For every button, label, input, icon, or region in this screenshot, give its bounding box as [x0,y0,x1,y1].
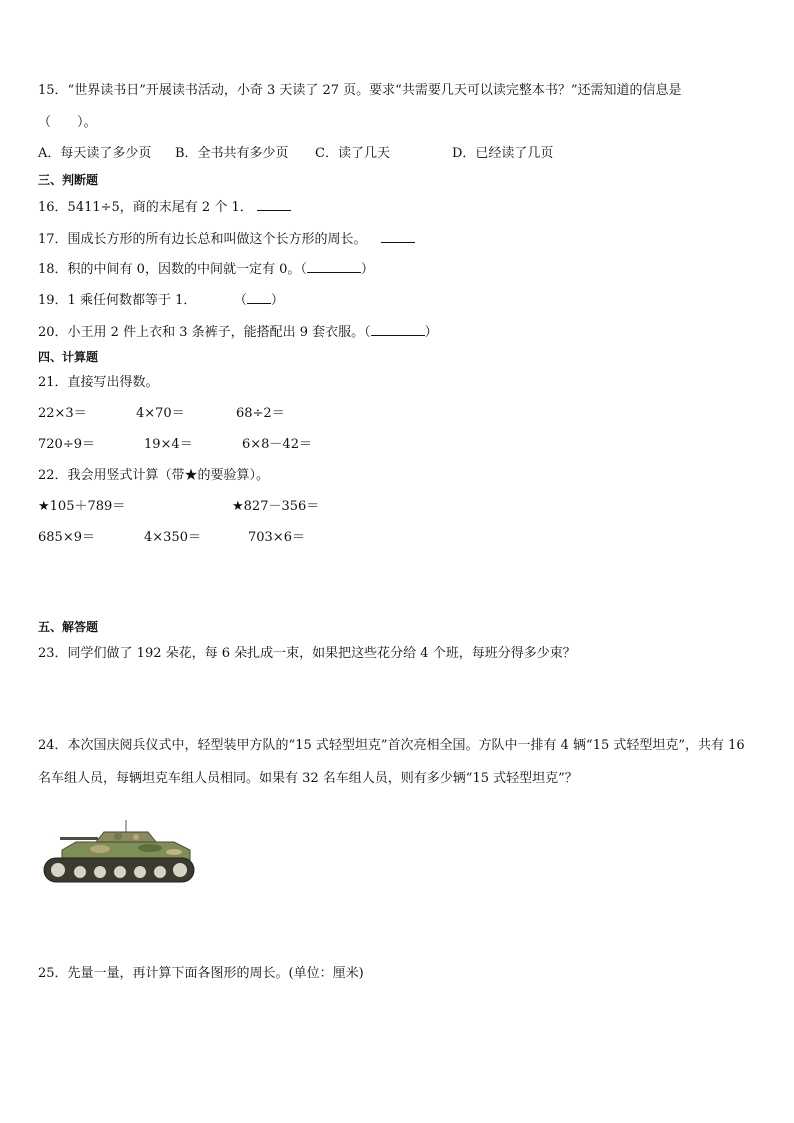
q15-option-b: B．全书共有多少页 [175,146,289,161]
q16-text: 16．5411÷5，商的末尾有 2 个 1． [38,200,253,215]
q18-close-paren: ） [360,262,374,277]
q20-close-paren: ） [424,325,438,340]
q19-close-paren: ） [270,293,284,308]
q24-line1: 24．本次国庆阅兵仪式中，轻型装甲方队的“15 式轻型坦克”首次亮相全国。方队中一排有 4 辆“15 式轻型坦克”，共有 16 [38,738,745,753]
q22-calc-3: 685×9＝ [38,530,95,545]
q19-answer-blank[interactable] [247,290,271,304]
q21-calc-5: 19×4＝ [144,437,193,452]
q18-answer-blank[interactable] [307,259,361,273]
q17-text: 17．围成长方形的所有边长总和叫做这个长方形的周长。 [38,232,367,247]
q21-calc-2: 4×70＝ [136,406,185,421]
section-5-heading: 五、解答题 [38,620,99,634]
q19-text: 19．1 乘任何数都等于 1． [38,293,197,308]
q19 [38,290,284,310]
q23-text: 23．同学们做了 192 朵花，每 6 朵扎成一束，如果把这些花分给 4 个班，每班分得多少束？ [38,646,576,661]
q21-calc-3: 68÷2＝ [236,406,285,421]
q15-option-a: A．每天读了多少页 [38,146,152,161]
q15-options [38,145,553,163]
q21-calc-6: 6×8－42＝ [242,437,312,452]
q20-answer-blank[interactable] [371,322,425,336]
q17 [38,229,415,249]
q22-calc-5: 703×6＝ [248,530,305,545]
q15-option-c: C．读了几天 [315,146,390,161]
tank-image [40,818,196,890]
q22-calc-4: 4×350＝ [144,530,201,545]
q15-line2: （ ）。 [38,115,97,130]
q15-line1: 15．“世界读书日”开展读书活动，小奇 3 天读了 27 页。要求“共需要几天可以读完整本书？”还需知道的信息是 [38,83,682,98]
q24-line2: 名车组人员，每辆坦克车组人员相同。如果有 32 名车组人员，则有多少辆“15 式轻型坦克”？ [38,771,578,786]
q19-open-paren: （ [240,293,247,308]
q16 [38,197,291,217]
q22-text: 22．我会用竖式计算（带★的要验算）。 [38,468,270,483]
q18-text: 18．积的中间有 0，因数的中间就一定有 0。（ [38,262,307,277]
q22-calc-1: ★105＋789＝ [38,499,126,514]
q20 [38,322,438,342]
q16-answer-blank[interactable] [257,197,291,211]
q21-calc-1: 22×3＝ [38,406,87,421]
q21-text: 21．直接写出得数。 [38,375,159,390]
section-3-heading: 三、判断题 [38,173,99,187]
q21-calc-4: 720÷9＝ [38,437,95,452]
q25-text: 25．先量一量，再计算下面各图形的周长。(单位：厘米) [38,966,364,981]
section-4-heading: 四、计算题 [38,350,99,364]
q22-calc-2: ★827－356＝ [232,499,320,514]
q18 [38,259,374,279]
q17-answer-blank[interactable] [381,229,415,243]
q20-text: 20．小王用 2 件上衣和 3 条裤子，能搭配出 9 套衣服。（ [38,325,371,340]
q15-option-d: D．已经读了几页 [452,146,554,161]
